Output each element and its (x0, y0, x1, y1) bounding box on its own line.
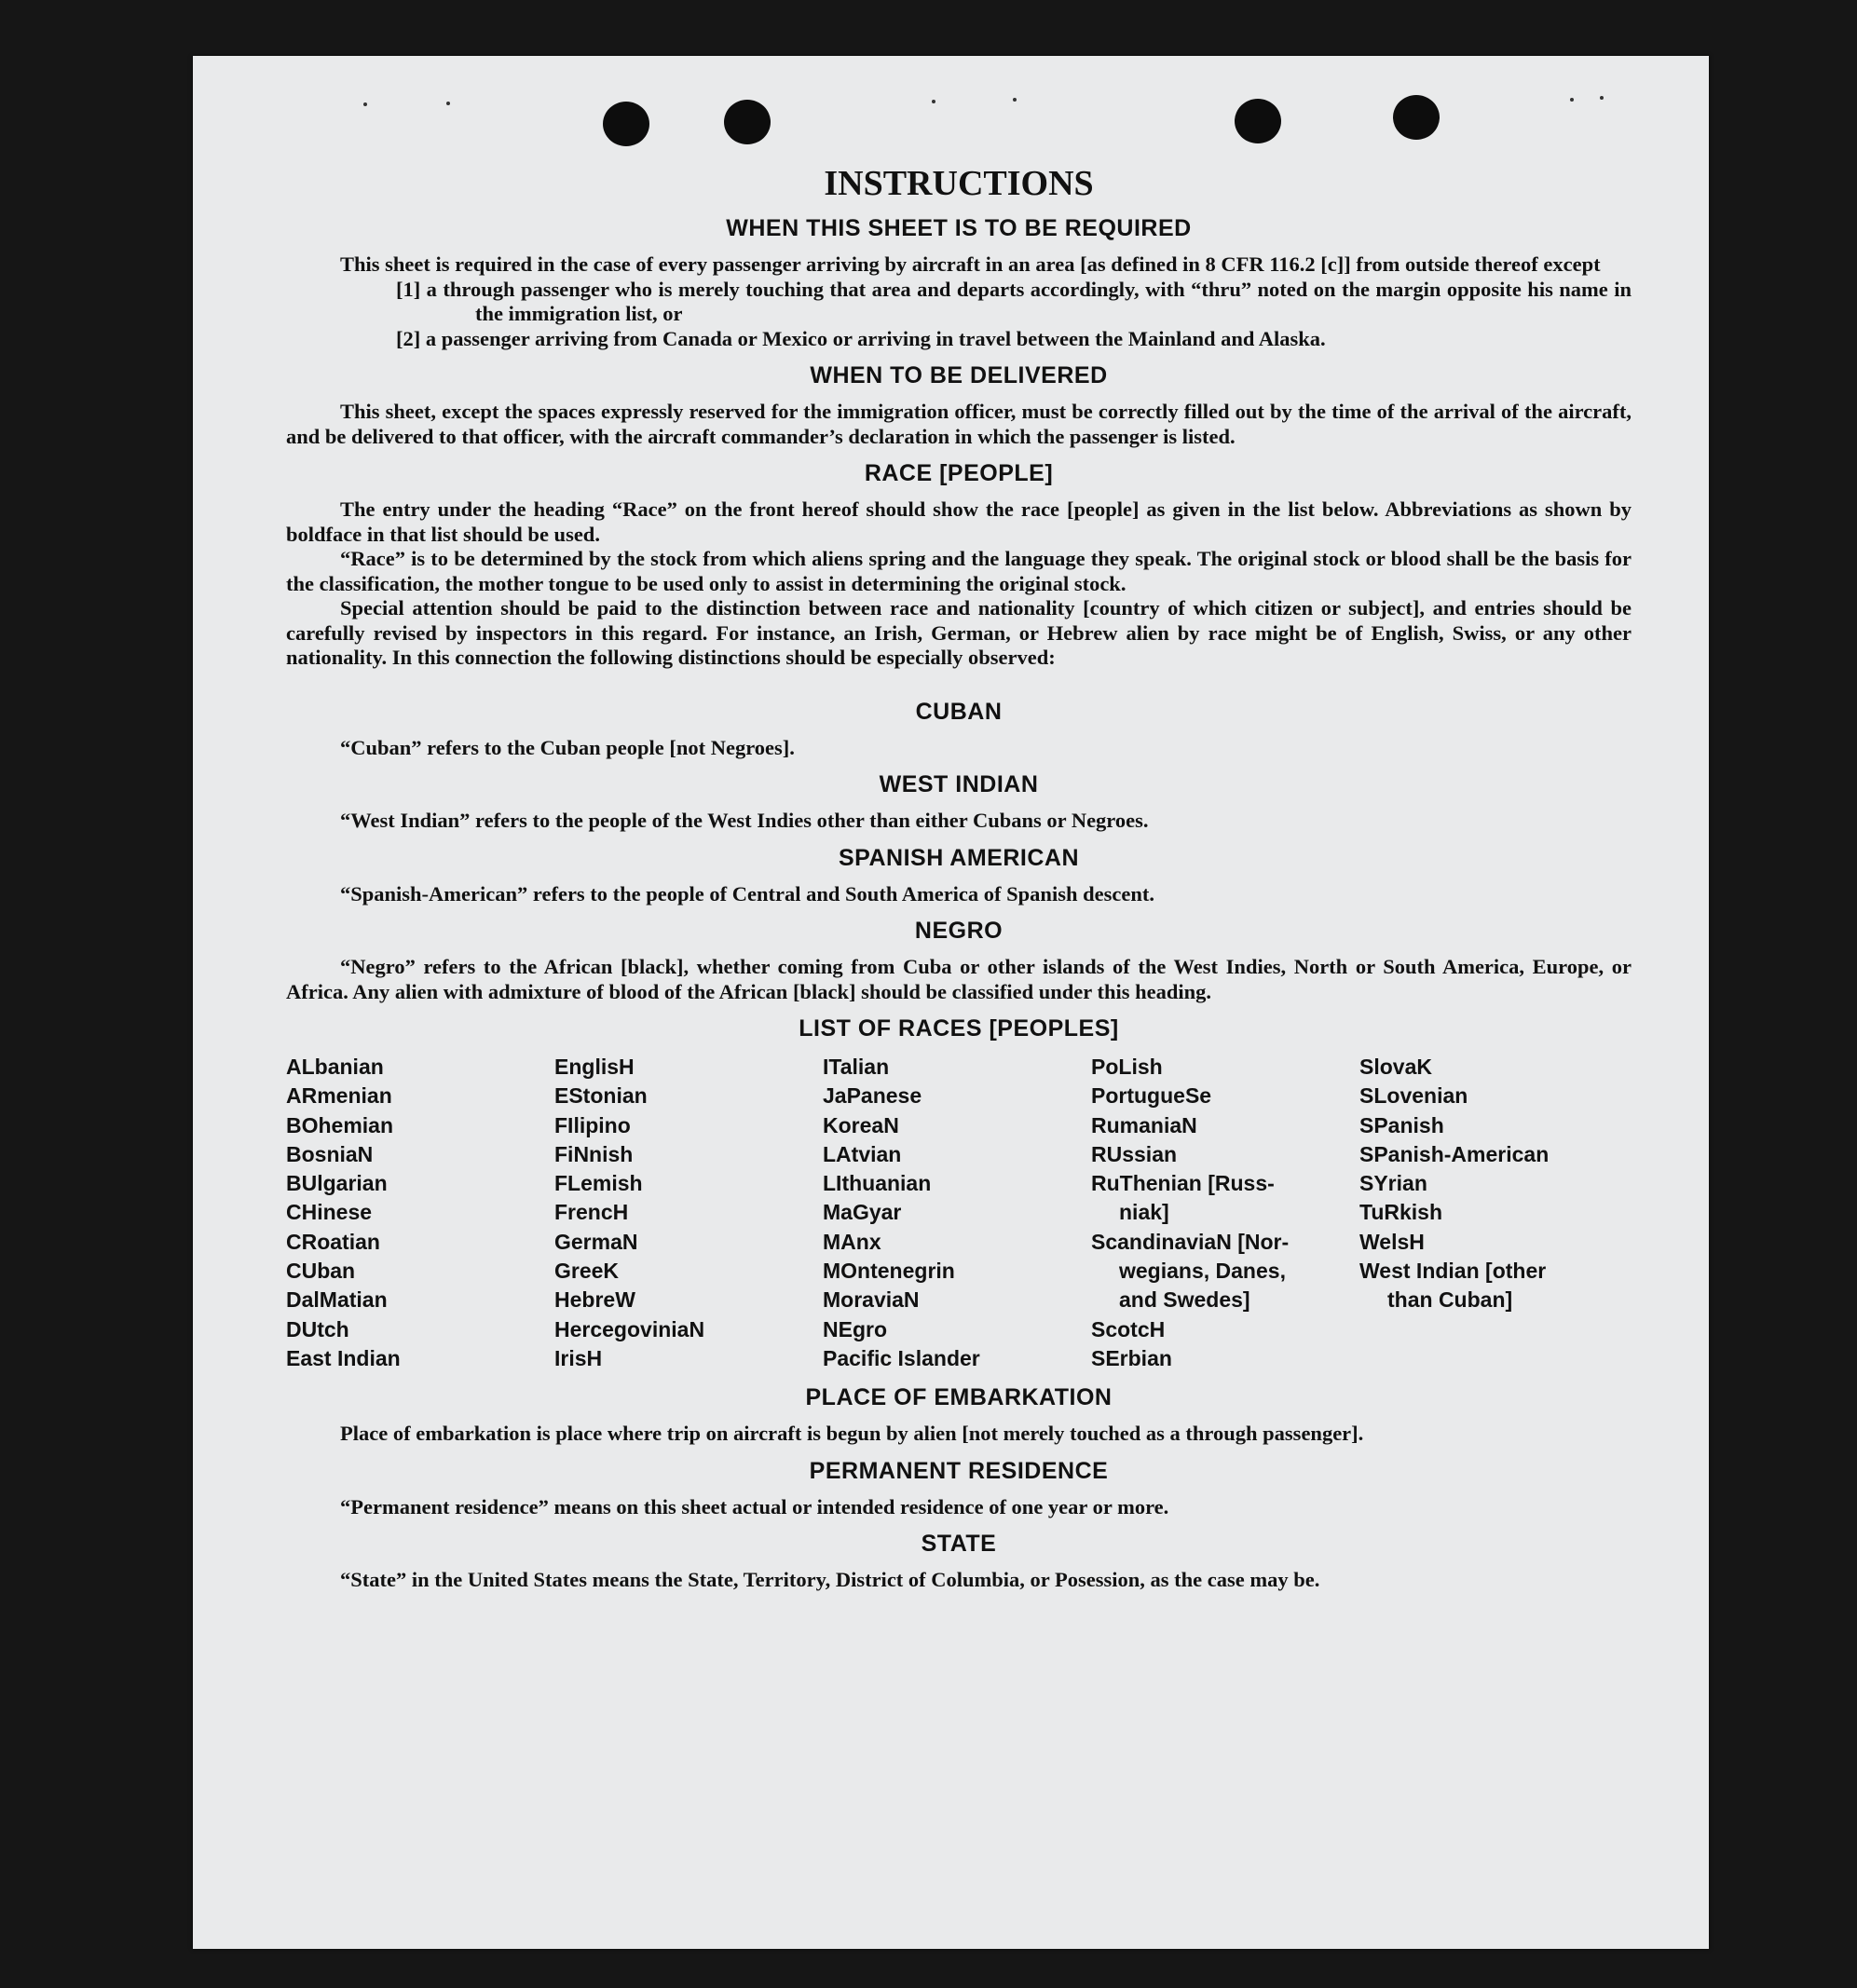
race-entry: and Swedes] (1119, 1287, 1250, 1313)
race-entry: BosniaN (286, 1141, 374, 1166)
list-item: [1] a through passenger who is merely touching that area and departs accordingly, with “thru” noted on the margin opposite his name in the immigration list, or (396, 277, 1632, 325)
heading-state: STATE (921, 1531, 997, 1558)
speck (1600, 96, 1604, 100)
speck (1570, 98, 1574, 102)
paragraph: “Negro” refers to the African [black], whether coming from Cuba or other islands of the West Indies, North or South America, Europe, or Africa. Any alien with admixture of blood of the African [black] should be classified under this heading. (286, 955, 1632, 1003)
punch-hole (603, 102, 649, 146)
race-entry: FrencH (554, 1200, 629, 1225)
race-entry: PoLish (1091, 1055, 1163, 1079)
heading-race: RACE [PEOPLE] (864, 460, 1054, 486)
instructions-text (286, 163, 1632, 1593)
race-entry: RumaniaN (1091, 1112, 1197, 1137)
race-entry: KoreaN (823, 1112, 899, 1137)
heading-spanish-american: SPANISH AMERICAN (838, 844, 1079, 871)
paragraph: “West Indian” refers to the people of the West Indies other than either Cubans or Negroes. (340, 809, 1149, 832)
races-column (554, 1053, 823, 1373)
paragraph: This sheet, except the spaces expressly reserved for the immigration officer, must be correctly filled out by the time of the arrival of the aircraft, and be delivered to that officer, with the aircraft commander’s declaration in which the passenger is listed. (286, 400, 1632, 448)
race-entry: FIlipino (554, 1112, 631, 1137)
list-item: [2] a passenger arriving from Canada or Mexico or arriving in travel between the Mainland and Alaska. (396, 326, 1326, 350)
paragraph: Special attention should be paid to the distinction between race and nationality [country of which citizen or subject], and entries should be carefully revised by inspectors in this regard. For instance, an Irish, German, or Hebrew alien by race might be of English, Swiss, or any other nationality. In this connection the following distinctions should be especially observed: (286, 596, 1632, 669)
paragraph: The entry under the heading “Race” on the front hereof should show the race [people] as given in the list below. Abbreviations as shown by boldface in that list should be used. (286, 497, 1632, 546)
paragraph: “Cuban” refers to the Cuban people [not Negroes]. (340, 735, 795, 759)
race-entry: SErbian (1091, 1345, 1172, 1370)
race-entry: MaGyar (823, 1200, 902, 1225)
heading-delivered: WHEN TO BE DELIVERED (810, 362, 1108, 388)
speck (446, 102, 450, 105)
paragraph: Place of embarkation is place where trip on aircraft is begun by alien [not merely touched as a through passenger]. (340, 1422, 1364, 1446)
paragraph: “Permanent residence” means on this sheet actual or intended residence of one year or more. (340, 1494, 1169, 1518)
heading-embarkation: PLACE OF EMBARKATION (805, 1384, 1113, 1411)
race-entry: RUssian (1091, 1141, 1178, 1166)
heading-required: WHEN THIS SHEET IS TO BE REQUIRED (726, 215, 1192, 241)
page-title: INSTRUCTIONS (824, 164, 1094, 203)
race-entry: SPanish (1359, 1112, 1444, 1137)
race-entry: MoraviaN (823, 1287, 920, 1313)
heading-list-of-races: LIST OF RACES [PEOPLES] (799, 1015, 1119, 1042)
race-entry: MAnx (823, 1229, 881, 1254)
race-entry: IrisH (554, 1345, 603, 1370)
race-entry: EnglisH (554, 1055, 635, 1079)
race-entry: GreeK (554, 1259, 620, 1284)
race-entry: Pacific Islander (823, 1345, 980, 1370)
race-entry: MOntenegrin (823, 1259, 955, 1284)
race-entry: DalMatian (286, 1287, 388, 1313)
race-entry: JaPanese (823, 1083, 922, 1109)
race-entry: TuRkish (1359, 1200, 1443, 1225)
race-entry: PortugueSe (1091, 1083, 1212, 1109)
race-entry: CHinese (286, 1200, 373, 1225)
races-list (286, 1053, 1632, 1373)
race-entry: BUlgarian (286, 1171, 388, 1196)
race-entry: FLemish (554, 1171, 643, 1196)
race-entry: RuThenian [Russ- (1091, 1171, 1275, 1196)
heading-west-indian: WEST INDIAN (879, 771, 1039, 797)
race-entry: WelsH (1359, 1229, 1425, 1254)
race-entry: ScotcH (1091, 1316, 1166, 1341)
punch-hole (1393, 95, 1440, 140)
heading-cuban: CUBAN (915, 698, 1003, 725)
race-entry: SlovaK (1359, 1055, 1432, 1079)
punch-hole (724, 100, 771, 144)
races-column (1091, 1053, 1359, 1373)
race-entry: BOhemian (286, 1112, 394, 1137)
race-entry: than Cuban] (1387, 1287, 1513, 1313)
race-entry: East Indian (286, 1345, 401, 1370)
race-entry: CUban (286, 1259, 356, 1284)
race-entry: SLovenian (1359, 1083, 1468, 1109)
race-entry: EStonian (554, 1083, 648, 1109)
race-entry: niak] (1119, 1200, 1169, 1225)
speck (363, 102, 367, 106)
paragraph: “Race” is to be determined by the stock from which aliens spring and the language they speak. The original stock or blood shall be the basis for the classification, the mother tongue to be used only to assist in determining the original stock. (286, 547, 1632, 595)
race-entry: SPanish-American (1359, 1141, 1550, 1166)
document-page (193, 56, 1709, 1949)
paragraph: This sheet is required in the case of every passenger arriving by aircraft in an area [as defined in 8 CFR 116.2 [c]] from outside thereof except (340, 252, 1601, 276)
paragraph: “Spanish-American” refers to the people of Central and South America of Spanish descent. (340, 881, 1154, 905)
race-entry: ITalian (823, 1055, 890, 1079)
heading-permanent-residence: PERMANENT RESIDENCE (809, 1457, 1109, 1484)
race-entry: West Indian [other (1359, 1259, 1547, 1284)
races-column (1359, 1053, 1632, 1373)
race-entry: ALbanian (286, 1055, 384, 1079)
speck (932, 100, 935, 103)
paragraph: “State” in the United States means the State, Territory, District of Columbia, or Posession, as the case may be. (340, 1568, 1320, 1592)
race-entry: NEgro (823, 1316, 887, 1341)
race-entry: ScandinaviaN [Nor- (1091, 1229, 1290, 1254)
race-entry: HebreW (554, 1287, 635, 1313)
race-entry: DUtch (286, 1316, 349, 1341)
race-entry: GermaN (554, 1229, 638, 1254)
punch-hole (1235, 99, 1281, 143)
race-entry: CRoatian (286, 1229, 380, 1254)
race-entry: wegians, Danes, (1119, 1259, 1286, 1284)
race-entry: LIthuanian (823, 1171, 932, 1196)
heading-negro: NEGRO (914, 918, 1004, 944)
race-entry: FiNnish (554, 1141, 634, 1166)
speck (1013, 98, 1017, 102)
race-entry: ARmenian (286, 1083, 392, 1109)
races-column (286, 1053, 554, 1373)
race-entry: LAtvian (823, 1141, 902, 1166)
race-entry: HercegoviniaN (554, 1316, 705, 1341)
races-column (823, 1053, 1091, 1373)
race-entry: SYrian (1359, 1171, 1427, 1196)
